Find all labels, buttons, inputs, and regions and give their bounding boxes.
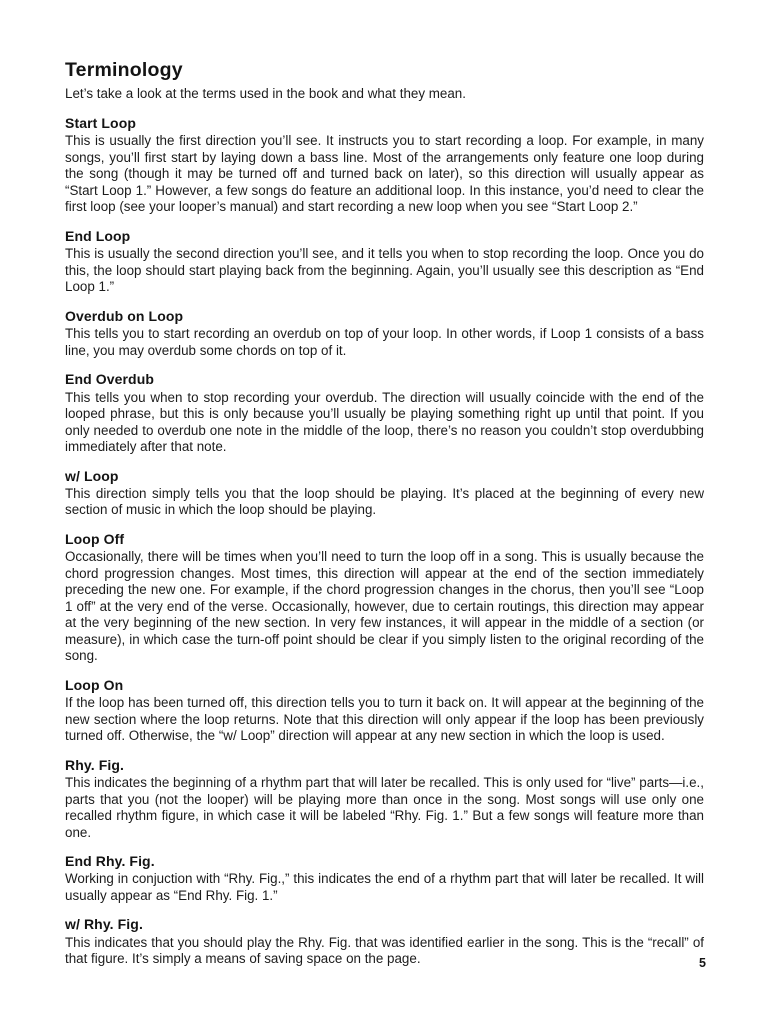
section-end-loop (65, 229, 704, 296)
term-definition: This tells you to start recording an overdub on top of your loop. In other words, if Loop 1 consists of a bass line, you may overdub some chords on top of it. (65, 326, 704, 358)
term-definition: This is usually the second direction you’ll see, and it tells you when to stop recording the loop. Once you do this, the loop should start playing back from the beginning. Again, you’ll usually see this description as “End Loop 1.” (65, 246, 704, 295)
term-heading: Rhy. Fig. (65, 756, 124, 773)
term-definition: This tells you when to stop recording your overdub. The direction will usually coincide with the end of the looped phrase, but this is only because you’ll usually be playing something right up until that point. If you only needed to overdub one note in the middle of the loop, there’s no reason you couldn’t stop overdubbing immediately after that note. (65, 389, 704, 454)
term-heading: End Loop (65, 227, 131, 244)
term-heading: w/ Rhy. Fig. (65, 916, 143, 933)
term-definition: This indicates the beginning of a rhythm part that will later be recalled. This is only used for “live” parts—i.e., parts that you (not the looper) will be playing more than once in the song. Most songs will use only one recalled rhythm figure, in which case it will be labeled “Rhy. Fig. 1.” But a few songs will feature more than one. (65, 775, 704, 840)
term-heading: End Rhy. Fig. (65, 853, 155, 870)
term-heading: Start Loop (65, 114, 136, 131)
term-heading: Loop On (65, 676, 124, 693)
section-start-loop (65, 116, 704, 216)
term-heading: w/ Loop (65, 467, 119, 484)
page-title: Terminology (65, 59, 183, 81)
term-definition: This direction simply tells you that the loop should be playing. It’s placed at the beginning of every new section of music in which the loop should be playing. (65, 485, 704, 518)
term-definition: If the loop has been turned off, this direction tells you to turn it back on. It will appear at the beginning of the new section where the loop returns. Note that this direction will only appear if the loop has been previously turned off. Otherwise, the “w/ Loop” direction will appear at any new section in which the loop is used. (65, 695, 704, 744)
section-w-rhy-fig (65, 917, 704, 967)
section-loop-off (65, 532, 704, 665)
section-end-rhy-fig (65, 854, 704, 904)
section-w-loop (65, 469, 704, 519)
page-content (65, 60, 704, 968)
term-definition: Occasionally, there will be times when you’ll need to turn the loop off in a song. This is usually because the chord progression changes. Most times, this direction will appear at the end of the section immediately preceding the new one. For example, if the chord progression changes in the chorus, then you’ll see “Loop 1 off” at the very end of the verse. Occasionally, however, due to certain routings, this direction may appear at the very beginning of the new section. In very few instances, it will appear in the middle of a section (or measure), in which case the turn-off point should be clear if you simply listen to the original recording of the song. (65, 549, 704, 664)
term-heading: Overdub on Loop (65, 307, 184, 324)
term-definition: This is usually the first direction you’ll see. It instructs you to start recording a loop. For example, in many songs, you’ll first start by laying down a bass line. Most of the arrangements only feature one loop during the song (though it may be turned off and turned back on later), so this direction will usually appear as “Start Loop 1.” However, a few songs do feature an additional loop. In this instance, you’d need to clear the first loop (see your looper’s manual) and start recording a new loop when you see “Start Loop 2.” (65, 133, 704, 215)
section-rhy-fig (65, 758, 704, 841)
term-definition: This indicates that you should play the Rhy. Fig. that was identified earlier in the song. This is the “recall” of that figure. It’s simply a means of saving space on the page. (65, 934, 704, 967)
section-overdub-on-loop (65, 309, 704, 359)
term-heading: End Overdub (65, 371, 154, 388)
section-end-overdub (65, 372, 704, 455)
intro-text: Let’s take a look at the terms used in the book and what they mean. (65, 86, 466, 102)
term-heading: Loop Off (65, 530, 125, 547)
section-loop-on (65, 678, 704, 745)
term-definition: Working in conjuction with “Rhy. Fig.,” this indicates the end of a rhythm part that will later be recalled. It will usually appear as “End Rhy. Fig. 1.” (65, 871, 704, 903)
page-number: 5 (699, 956, 706, 970)
